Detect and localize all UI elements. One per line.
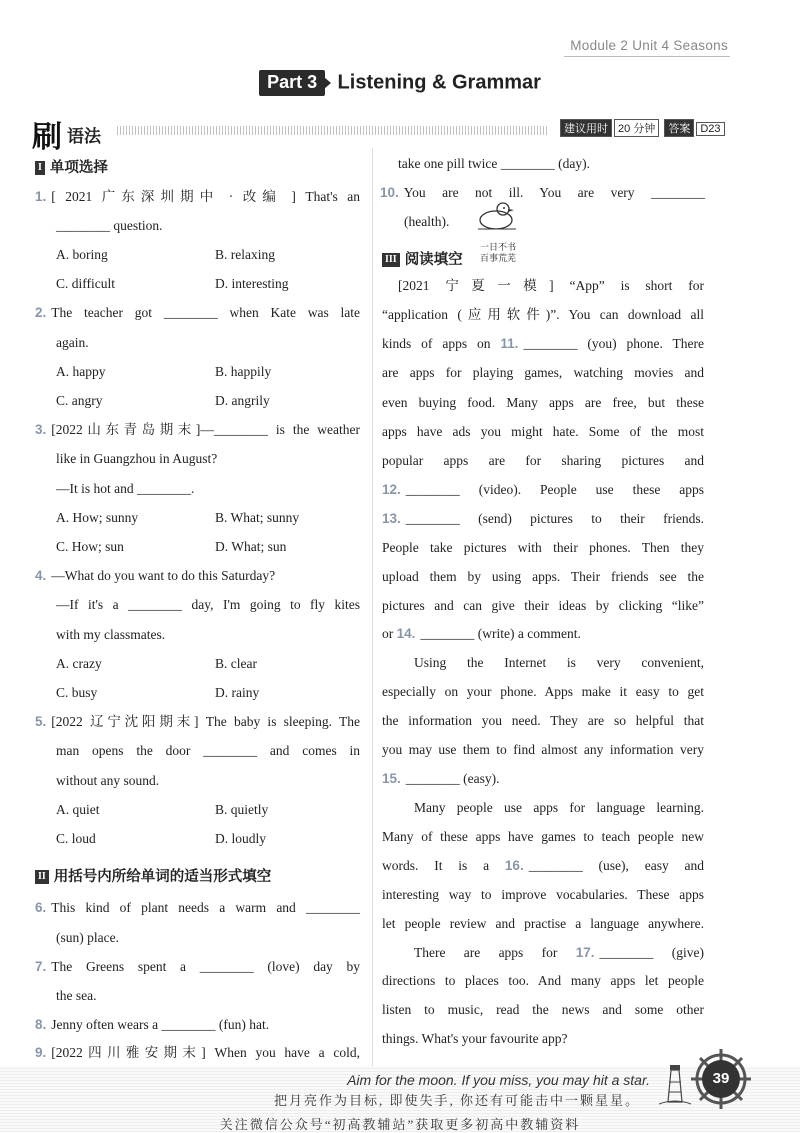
- option: B. What; sunny: [215, 510, 300, 525]
- passage-line: popular apps are for sharing pictures and: [382, 453, 704, 468]
- question-line: man opens the door ________ and comes in: [56, 743, 360, 758]
- question-line: without any sound.: [56, 773, 160, 788]
- duck-caption-line: 一日不书: [479, 242, 516, 253]
- passage-text: ________ (easy).: [405, 771, 500, 786]
- blank-number: 17.: [575, 945, 595, 960]
- option: A. boring: [56, 247, 108, 262]
- passage-line: Many people use apps for language learning.: [414, 800, 704, 815]
- question-line: take one pill twice ________ (day).: [398, 156, 590, 171]
- question-number: 8.: [35, 1017, 47, 1032]
- passage-line: [382, 851, 704, 880]
- blank-number: 15.: [382, 771, 401, 786]
- duck-caption-line: 百事荒芜: [479, 253, 516, 264]
- question-line: —If it's a ________ day, I'm going to fly kites: [56, 597, 360, 612]
- blank-number: 13.: [382, 511, 401, 526]
- option: A. crazy: [56, 656, 102, 671]
- question-text: —What do you want to do this Saturday?: [51, 568, 276, 583]
- footer-note: 关注微信公众号“初高教辅站”获取更多初高中教辅资料: [219, 1117, 581, 1132]
- question-number: 2.: [35, 305, 47, 320]
- passage-text: There are apps for: [414, 945, 558, 960]
- passage-text: ________ (use), easy and: [528, 858, 705, 873]
- passage-line: pictures and can give their ideas by clicking “like”: [382, 598, 704, 613]
- section-heading-text: 用括号内所给单词的适当形式填空: [53, 869, 272, 885]
- option: C. loud: [56, 831, 96, 846]
- passage-line: the information you need. They are so helpful that: [382, 713, 704, 728]
- option: C. How; sun: [56, 539, 124, 554]
- passage-text: ________ (send) pictures to their friends.: [405, 511, 704, 526]
- time-label: 建议用时: [560, 119, 612, 137]
- option: A. How; sunny: [56, 510, 139, 525]
- section-roman: II: [35, 870, 49, 884]
- passage-text: words. It is a: [382, 858, 490, 873]
- section-heading-text: 阅读填空: [404, 252, 463, 268]
- passage-line: [382, 764, 500, 793]
- duck-illustration: [476, 198, 520, 264]
- question-line: with my classmates.: [56, 627, 166, 642]
- question-number: 10.: [380, 185, 399, 200]
- option: D. angrily: [215, 393, 270, 408]
- page-number: 39: [702, 1060, 740, 1098]
- breadcrumb: Module 2 Unit 4 Seasons: [564, 38, 730, 57]
- option: C. difficult: [56, 276, 115, 291]
- option: A. happy: [56, 364, 106, 379]
- passage-line: let people review and practise a language anywhere.: [382, 916, 704, 931]
- passage-line: apps have ads you might hate. Some of the most: [382, 424, 704, 439]
- passage-line: [382, 475, 704, 504]
- option: D. interesting: [215, 276, 289, 291]
- section-heading-text: 单项选择: [49, 160, 108, 176]
- passage-line: [382, 619, 581, 648]
- question-line: ________ question.: [56, 218, 163, 233]
- option: D. loudly: [215, 831, 267, 846]
- passage-line: especially on your phone. Apps make it easy to get: [382, 684, 704, 699]
- question-number: 3.: [35, 422, 47, 437]
- duck-icon: [476, 198, 520, 232]
- question-text: You are not ill. You are very ________: [403, 185, 705, 200]
- question-line: (health).: [404, 214, 450, 229]
- passage-text: ________ (write) a comment.: [420, 626, 581, 641]
- option: B. clear: [215, 656, 257, 671]
- passage-text: or: [382, 626, 394, 641]
- option: A. quiet: [56, 802, 100, 817]
- question-text: [2022山东青岛期末]—________ is the weather: [51, 422, 360, 437]
- option: D. What; sun: [215, 539, 287, 554]
- passage-line: upload them by using apps. Their friends see the: [382, 569, 704, 584]
- section-title: 语法: [67, 127, 101, 146]
- option: B. quietly: [215, 802, 269, 817]
- passage-line: interesting way to improve vocabularies. These apps: [382, 887, 704, 902]
- question-number: 4.: [35, 568, 47, 583]
- option: C. angry: [56, 393, 103, 408]
- question-text: The teacher got ________ when Kate was late: [51, 305, 360, 320]
- blank-number: 12.: [382, 482, 401, 497]
- lighthouse-icon: [655, 1060, 695, 1111]
- answer-label: 答案: [664, 119, 694, 137]
- option: B. relaxing: [215, 247, 275, 262]
- answer-value: D23: [696, 122, 724, 136]
- passage-text: ________ (give): [599, 945, 705, 960]
- part-title: Listening & Grammar: [337, 71, 541, 94]
- passage-line: [414, 938, 704, 967]
- passage-line: [382, 504, 704, 533]
- passage-line: Using the Internet is very convenient,: [414, 655, 704, 670]
- passage-line: Many of these apps have games to teach people new: [382, 829, 704, 844]
- section-roman: I: [35, 161, 45, 175]
- passage-line: listen to music, read the news and some other: [382, 1002, 704, 1017]
- question-line: —It is hot and ________.: [56, 481, 195, 496]
- question-text: This kind of plant needs a warm and ________: [51, 900, 360, 915]
- question-text: [ 2021 广东深圳期中 · 改编 ] That's an: [51, 189, 360, 204]
- passage-text: kinds of apps on: [382, 336, 491, 351]
- question-line: like in Guangzhou in August?: [56, 451, 218, 466]
- option: B. happily: [215, 364, 272, 379]
- question-number: 7.: [35, 959, 47, 974]
- blank-number: 14.: [396, 626, 416, 641]
- blank-number: 16.: [504, 858, 524, 873]
- question-number: 6.: [35, 900, 47, 915]
- question-text: [2022 辽宁沈阳期末] The baby is sleeping. The: [51, 714, 360, 729]
- passage-line: “application (应用软件)”. You can download all: [382, 307, 704, 322]
- question-text: Jenny often wears a ________ (fun) hat.: [51, 1017, 270, 1032]
- question-number: 9.: [35, 1045, 47, 1060]
- question-text: The Greens spent a ________ (love) day by: [51, 959, 360, 974]
- question-line: [380, 178, 705, 207]
- time-value: 20 分钟: [614, 119, 659, 137]
- option: D. rainy: [215, 685, 260, 700]
- motto-cn: 把月亮作为目标, 即使失手, 你还有可能击中一颗星星。: [273, 1093, 640, 1108]
- passage-line: things. What's your favourite app?: [382, 1031, 568, 1046]
- duck-caption: [476, 242, 520, 264]
- passage-text: ________ (video). People use these apps: [405, 482, 704, 497]
- question-text: [2022四川雅安期末] When you have a cold,: [51, 1045, 360, 1060]
- part-badge: Part 3: [259, 70, 325, 96]
- question-number: 5.: [35, 714, 47, 729]
- section-icon-char: 刷: [32, 121, 62, 154]
- question-line: the sea.: [56, 988, 97, 1003]
- passage-text: ________ (you) phone. There: [523, 336, 705, 351]
- blank-number: 11.: [500, 336, 519, 351]
- question-line: (sun) place.: [56, 930, 119, 945]
- question-number: 1.: [35, 189, 47, 204]
- passage-line: are apps for playing games, watching movies and: [382, 365, 704, 380]
- passage-line: People take pictures with their phones. Then they: [382, 540, 704, 555]
- option: C. busy: [56, 685, 98, 700]
- passage-line: [382, 329, 704, 358]
- passage-line: directions to places too. And many apps let people: [382, 973, 704, 988]
- passage-line: you may use them to find almost any information very: [382, 742, 704, 757]
- section-roman: III: [382, 253, 400, 267]
- motto-en: Aim for the moon. If you miss, you may hit a star.: [347, 1072, 650, 1088]
- passage-line: [2021 宁夏一模] “App” is short for: [398, 278, 704, 293]
- passage-line: even buying food. Many apps are free, but these: [382, 395, 704, 410]
- question-line: again.: [56, 335, 89, 350]
